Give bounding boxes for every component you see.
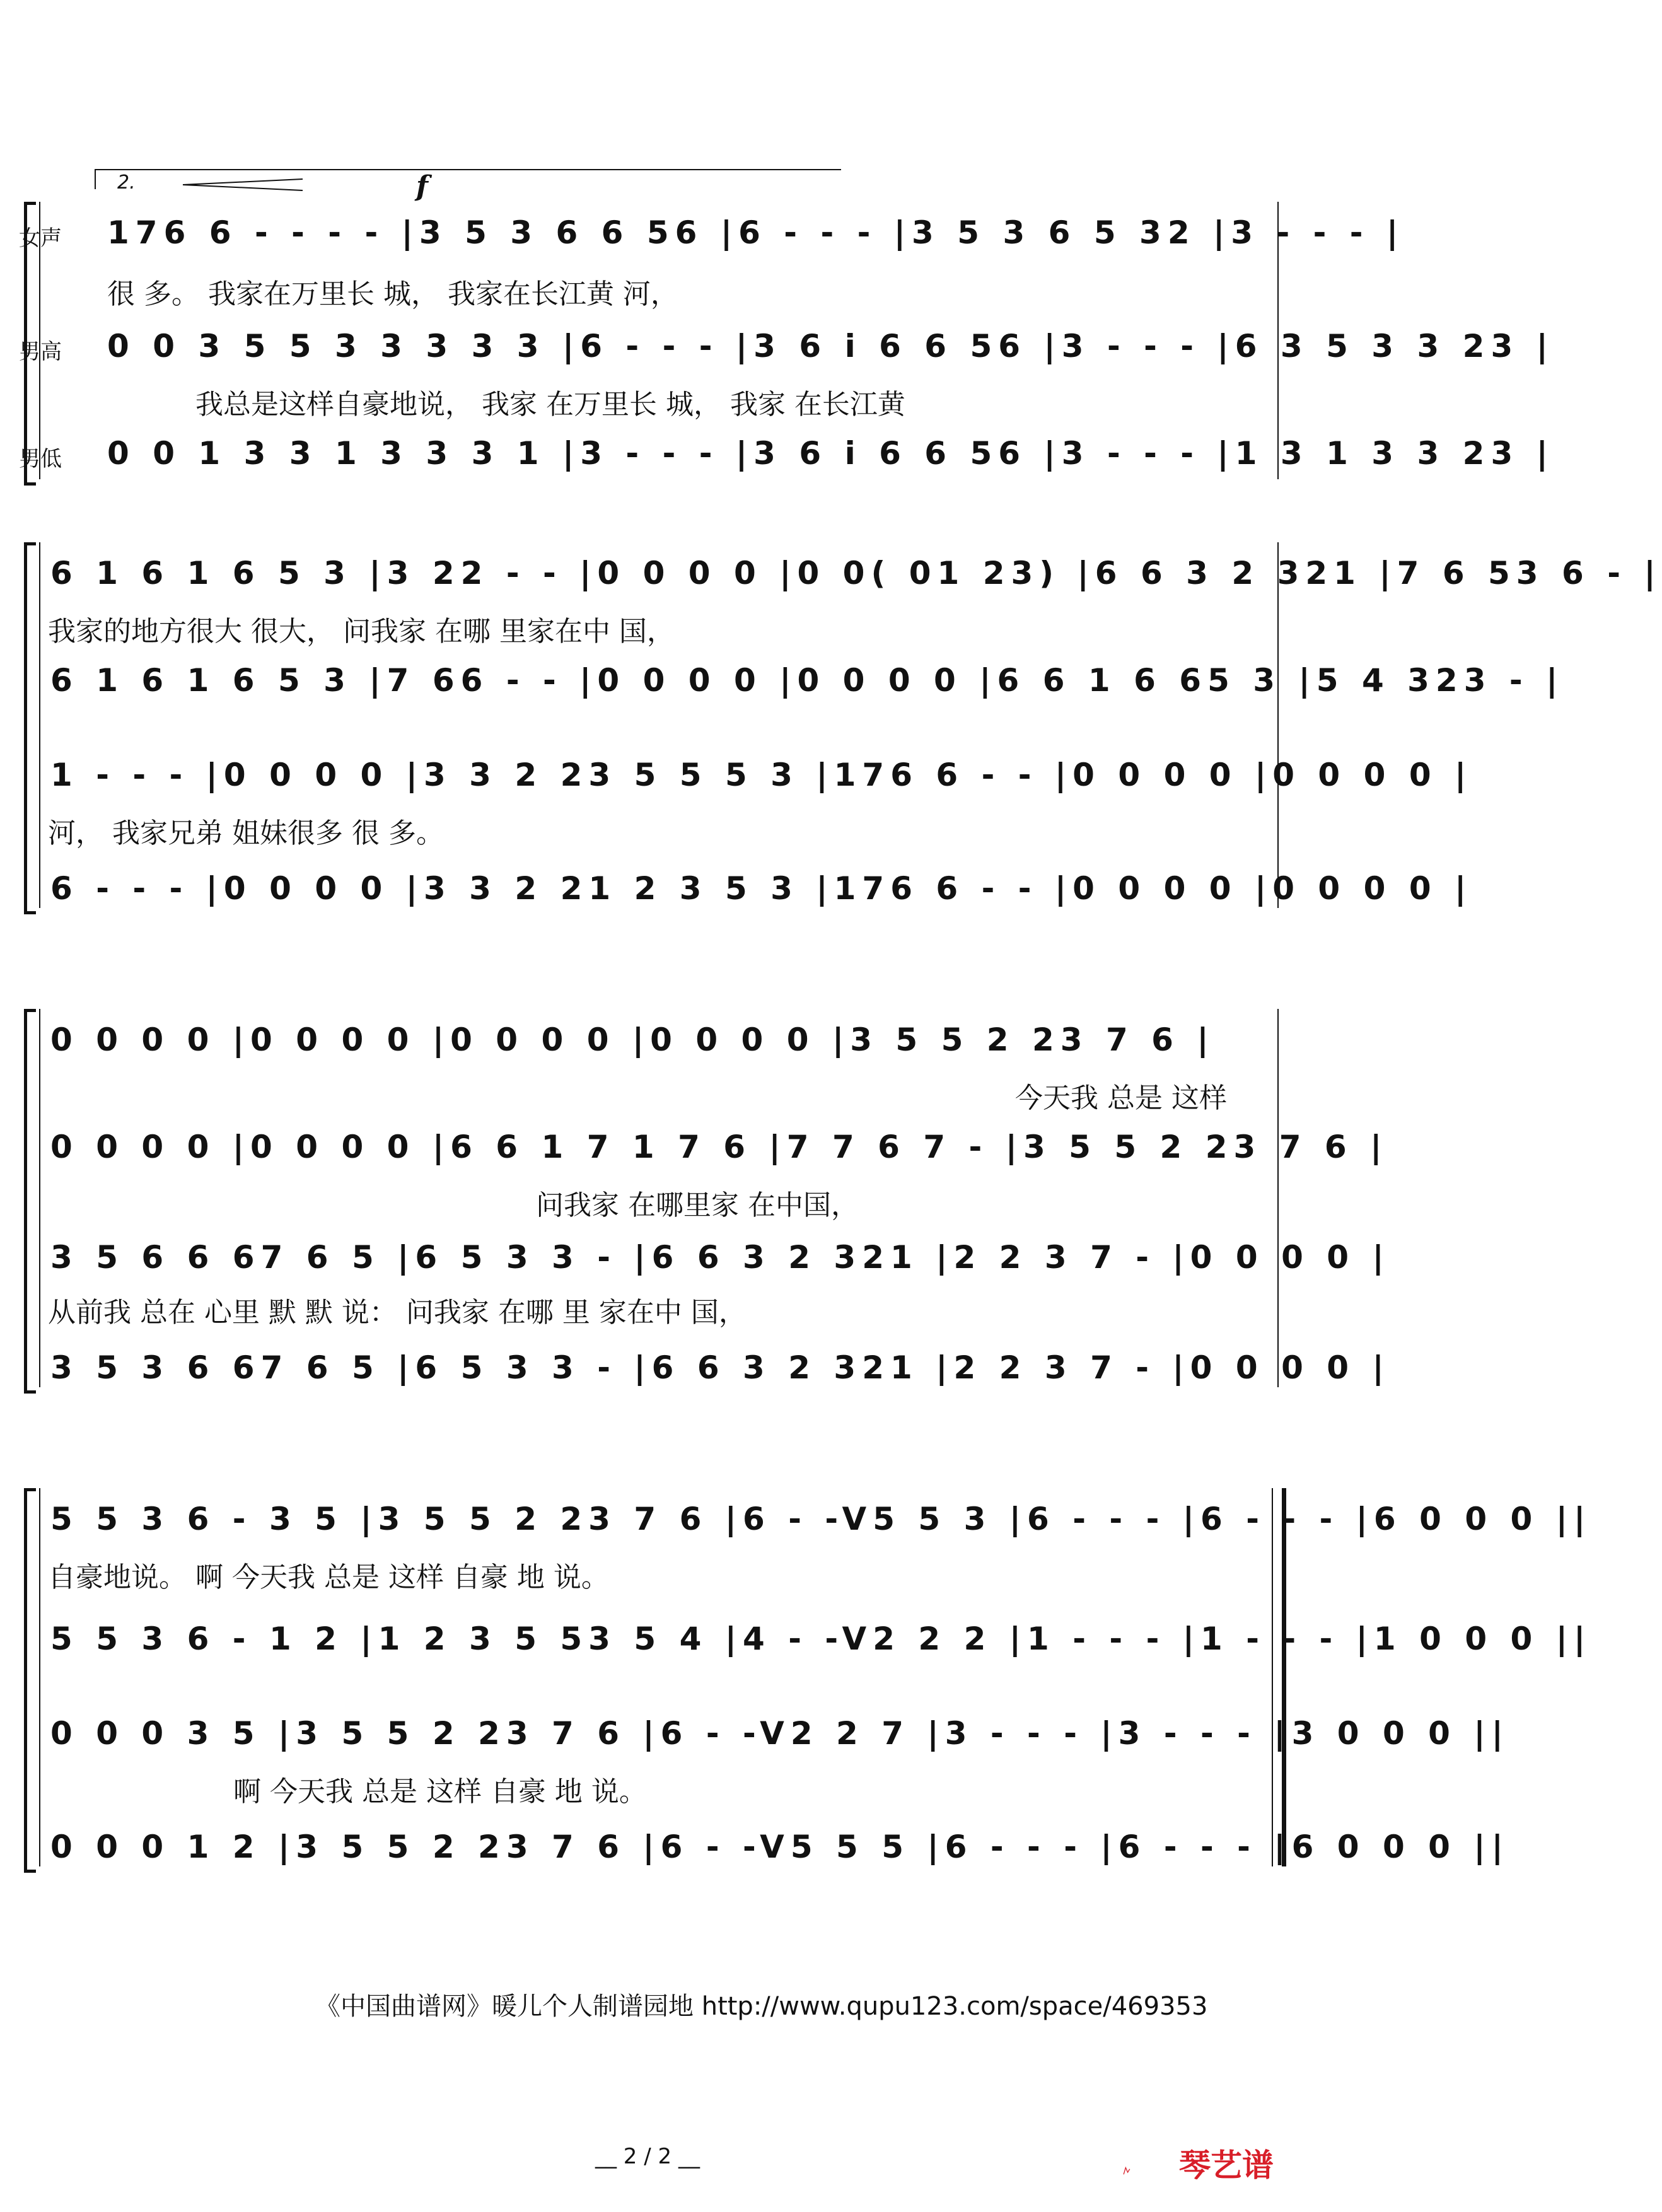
- notes-line: 0 0 1 3 3 1 3 3 3 1 |3 - - - |3 6 i 6 6 56 |3 - - - |1 3 1 3 3 23 |: [107, 435, 1554, 472]
- system-bracket-line: [39, 1488, 40, 1866]
- lyric-female: 自豪地说。 啊 今天我 总是 这样 自豪 地 说。: [48, 1561, 609, 1593]
- system-4: [0, 1476, 1592, 1879]
- notes-line: 3 5 6 6 67 6 5 |6 5 3 3 - |6 6 3 2 321 |2 2 3 7 - |0 0 0 0 |: [50, 1239, 1390, 1276]
- system-2: [0, 530, 1662, 921]
- page-number: __ 2 / 2 __: [595, 2144, 700, 2169]
- notes-line: 0 0 0 0 |0 0 0 0 |0 0 0 0 |0 0 0 0 |3 5 5 2 23 7 6 |: [50, 1022, 1215, 1058]
- system-1: [0, 189, 1554, 492]
- notes-line: 1 - - - |0 0 0 0 |3 3 2 23 5 5 5 3 |176 6 - - |0 0 0 0 |0 0 0 0 |: [50, 757, 1473, 793]
- notes-line: 6 1 6 1 6 5 3 |7 66 - - |0 0 0 0 |0 0 0 0 |6 6 1 6 65 3 |5 4 323 - |: [50, 662, 1564, 699]
- lyric-female: 很 多。 我家在万里长 城， 我家在长江黄 河，: [107, 278, 678, 310]
- brand-logo-icon: [1122, 2149, 1160, 2193]
- voice-label-female: 女声: [19, 226, 62, 251]
- voice-label-tenor: 男高: [19, 339, 62, 364]
- lyric-bass: 河， 我家兄弟 姐妹很多 很 多。: [48, 817, 444, 849]
- notes-line: 0 0 0 0 |0 0 0 0 |6 6 1 7 1 7 6 |7 7 6 7 - |3 5 5 2 23 7 6 |: [50, 1129, 1388, 1165]
- notes-line: 6 - - - |0 0 0 0 |3 3 2 21 2 3 5 3 |176 6 - - |0 0 0 0 |0 0 0 0 |: [50, 870, 1473, 907]
- final-double-bar: [1282, 1488, 1286, 1866]
- volta-number: 2.: [117, 172, 136, 194]
- notes-line: 5 5 3 6 - 3 5 |3 5 5 2 23 7 6 |6 - -V5 5 3 |6 - - - |6 - - - |6 0 0 0 ||: [50, 1501, 1592, 1537]
- notes-line: 176 6 - - - - |3 5 3 6 6 56 |6 - - - |3 5 3 6 5 32 |3 - - - |: [107, 214, 1405, 251]
- lyric-bass: 啊 今天我 总是 这样 自豪 地 说。: [233, 1776, 647, 1808]
- system-bracket-line: [39, 1009, 40, 1387]
- system-end-bar: [1277, 542, 1279, 908]
- system-brace: [24, 1488, 36, 1873]
- source-credit: 《中国曲谱网》暖儿个人制谱园地 http://www.qupu123.com/space/469353: [315, 1992, 1208, 2021]
- system-bracket-line: [39, 542, 40, 908]
- notes-line: 0 0 3 5 5 3 3 3 3 3 |6 - - - |3 6 i 6 6 56 |3 - - - |6 3 5 3 3 23 |: [107, 328, 1554, 364]
- system-3: [0, 996, 1390, 1400]
- notes-line: 5 5 3 6 - 1 2 |1 2 3 5 53 5 4 |4 - -V2 2 2 |1 - - - |1 - - - |1 0 0 0 ||: [50, 1621, 1592, 1657]
- voice-label-bass: 男低: [19, 446, 62, 472]
- notes-line: 6 1 6 1 6 5 3 |3 22 - - |0 0 0 0 |0 0( 01 23) |6 6 3 2 321 |7 6 53 6 - |: [50, 555, 1662, 591]
- notes-line: 0 0 0 1 2 |3 5 5 2 23 7 6 |6 - -V5 5 5 |6 - - - |6 - - - |6 0 0 0 ||: [50, 1829, 1509, 1865]
- notes-line: 3 5 3 6 67 6 5 |6 5 3 3 - |6 6 3 2 321 |2 2 3 7 - |0 0 0 0 |: [50, 1349, 1390, 1386]
- brand-logo-text: 琴艺谱: [1179, 2147, 1274, 2184]
- system-end-bar: [1277, 1009, 1279, 1387]
- lyric-female: 今天我 总是 这样: [1015, 1082, 1227, 1114]
- system-brace: [24, 1009, 36, 1394]
- lyric-bass: 从前我 总在 心里 默 默 说： 问我家 在哪 里 家在中 国，: [48, 1296, 747, 1329]
- dynamic-forte: f: [416, 170, 428, 202]
- lyric-tenor: 我总是这样自豪地说， 我家 在万里长 城， 我家 在长江黄: [195, 388, 905, 421]
- lyric-female: 我家的地方很大 很大， 问我家 在哪 里家在中 国，: [48, 615, 675, 648]
- system-brace: [24, 542, 36, 914]
- notes-line: 0 0 0 3 5 |3 5 5 2 23 7 6 |6 - -V2 2 7 |3 - - - |3 - - - |3 0 0 0 ||: [50, 1715, 1509, 1752]
- lyric-tenor: 问我家 在哪里家 在中国，: [536, 1189, 859, 1221]
